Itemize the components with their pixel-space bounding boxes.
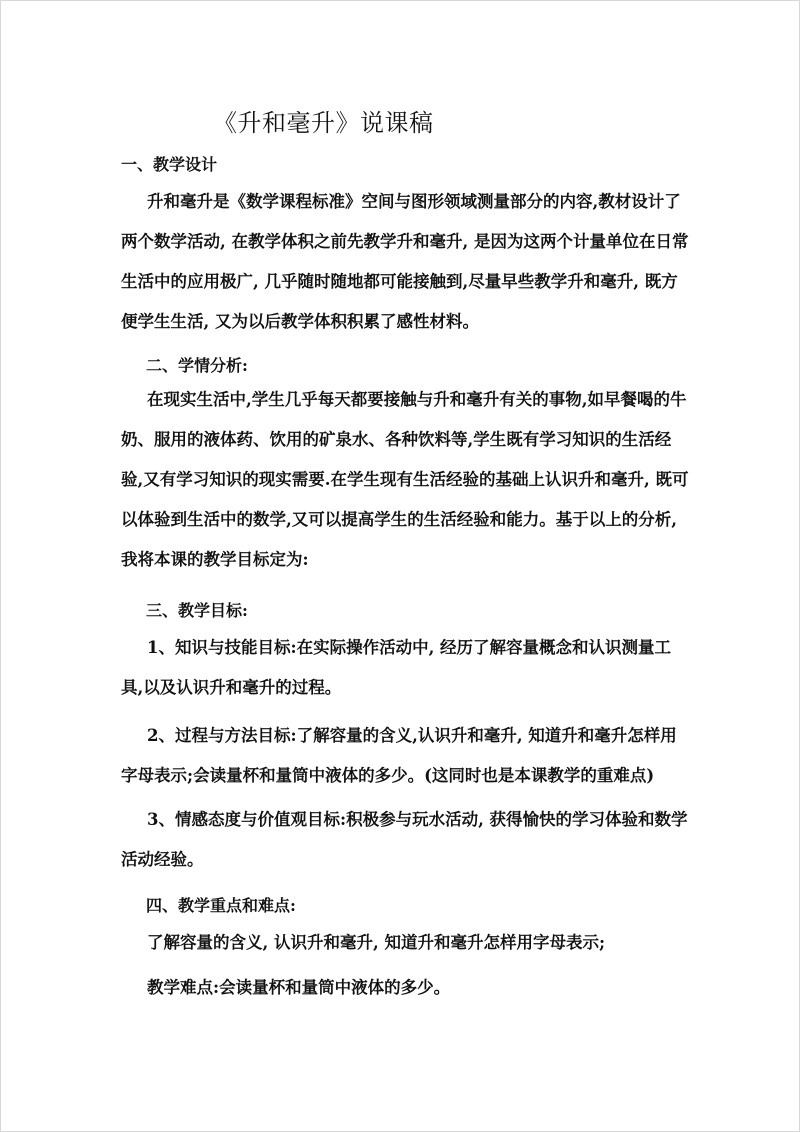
section-heading-key-difficulties: 四、教学重点和难点: xyxy=(146,896,296,915)
section-heading-teaching-objectives: 三、教学目标: xyxy=(146,601,248,620)
paragraph-knowledge-skill-objective: 1、知识与技能目标:在实际操作活动中, 经历了解容量概念和认识测量工具,以及认识升和毫升的过程。 xyxy=(121,638,672,697)
paragraph-key-points: 了解容量的含义, 认识升和毫升, 知道升和毫升怎样用字母表示; xyxy=(147,933,606,952)
paragraph-emotion-values-objective: 3、情感态度与价值观目标:积极参与玩水活动, 获得愉快的学习体验和数学活动经验。 xyxy=(121,810,688,869)
paragraph-teaching-design: 升和毫升是《数学课程标准》空间与图形领域测量部分的内容,教材设计了两个数学活动, 在教学体积之前先教学升和毫升, 是因为这两个计量单位在日常生活中的应用极广, 几乎随时随地都可能接触到,尽量早些教学升和毫升, 既方便学生生活, 又为以后教学体积积累了感性材料。 xyxy=(121,192,689,331)
paragraph-difficulty: 教学难点:会读量杯和量筒中液体的多少。 xyxy=(147,978,451,997)
document-title: 《升和毫升》说课稿 xyxy=(213,109,434,137)
paragraph-process-method-objective: 2、过程与方法目标:了解容量的含义,认识升和毫升, 知道升和毫升怎样用字母表示;会读量杯和量筒中液体的多少。(这同时也是本课教学的重难点) xyxy=(121,726,677,785)
section-heading-student-analysis: 二、学情分析: xyxy=(146,356,248,375)
paragraph-student-analysis: 在现实生活中,学生几乎每天都要接触与升和毫升有关的事物,如早餐喝的牛奶、服用的液体药、饮用的矿泉水、各种饮料等,学生既有学习知识的生活经验,又有学习知识的现实需要.在学生现有生活经验的基础上认识升和毫升, 既可以体验到生活中的数学,又可以提高学生的生活经验和能力。基于以上的分析,我将本课的教学目标定为: xyxy=(121,390,689,569)
section-heading-teaching-design: 一、教学设计 xyxy=(121,155,218,174)
